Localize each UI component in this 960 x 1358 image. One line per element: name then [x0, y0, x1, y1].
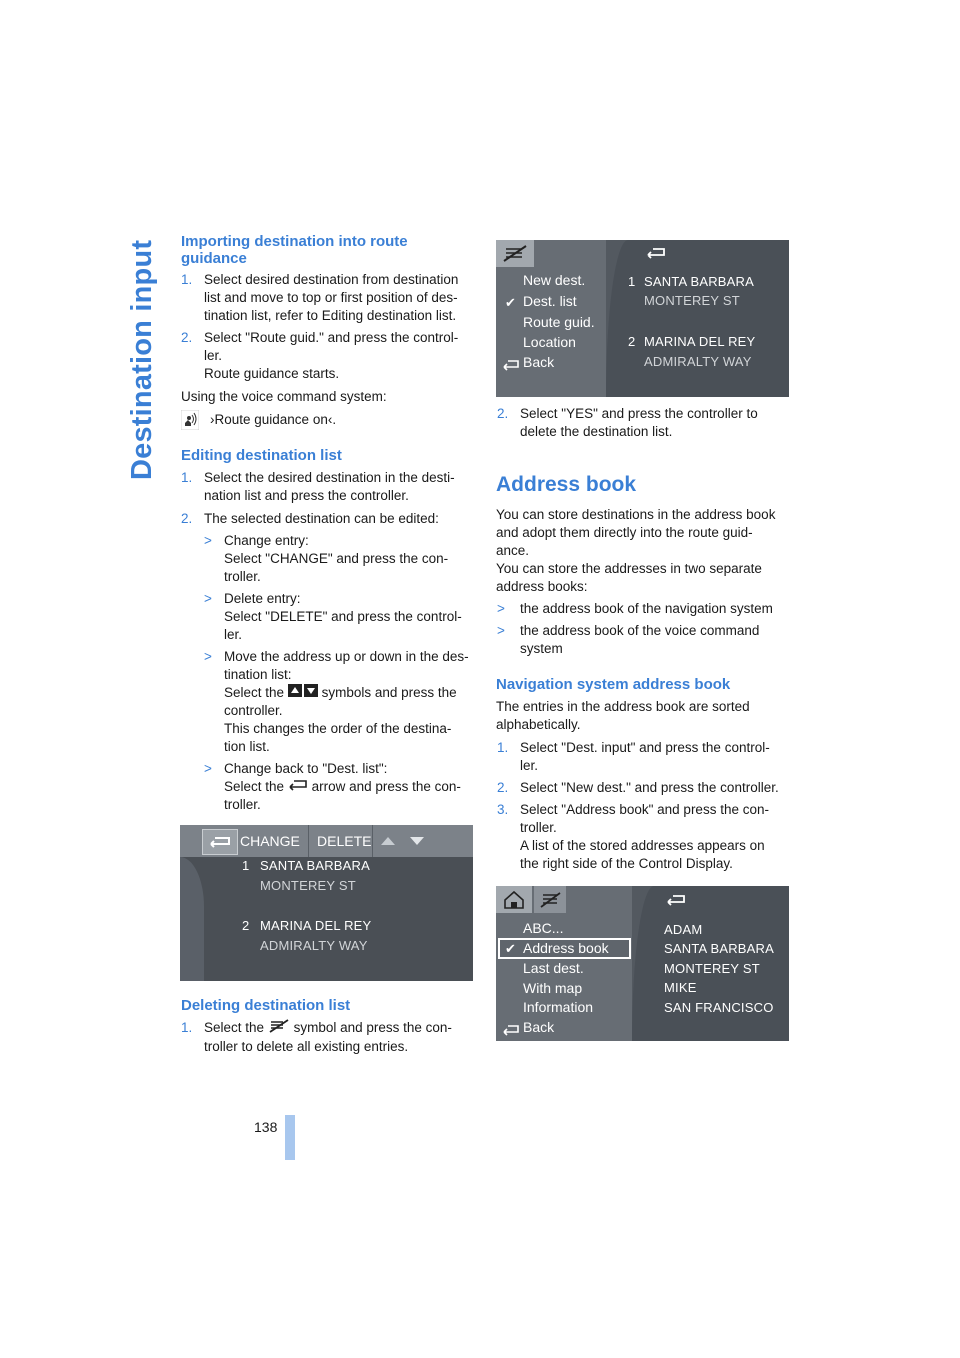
home-tab[interactable]: [496, 886, 532, 913]
bullet-marker: >: [204, 533, 212, 548]
back-arrow-icon[interactable]: [646, 246, 666, 265]
step-number: 2.: [497, 780, 509, 795]
row-1-line-2: MONTEREY ST: [260, 878, 356, 893]
step-number: 2.: [497, 406, 509, 421]
address-book-intro: You can store destinations in the address book and adopt them directly into the route guid- ance. You can store the addresses in two separate address books:: [496, 507, 776, 594]
step-number: 1.: [181, 470, 193, 485]
delete-list-tab[interactable]: [496, 240, 534, 267]
tab-up-icon[interactable]: [376, 832, 400, 855]
back-arrow-icon: [288, 778, 308, 796]
editing-step-2: The selected destination can be edited:: [204, 511, 439, 526]
bullet-marker: >: [204, 591, 212, 606]
delete-list-tab[interactable]: [534, 886, 566, 913]
edit-bullet-change: Change entry: Select "CHANGE" and press the con- troller.: [224, 533, 449, 584]
menu-address-book[interactable]: Address book: [523, 940, 609, 956]
dest-row-1-line-2: MONTEREY ST: [644, 293, 740, 308]
editing-step-1: Select the desired destination in the desti- nation list and press the controller.: [204, 470, 455, 503]
menu-location[interactable]: Location: [523, 334, 576, 350]
address-entry[interactable]: SANTA BARBARA: [664, 941, 775, 956]
voice-intro: Using the voice command system:: [181, 389, 387, 404]
heading-editing: Editing destination list: [181, 447, 342, 464]
screenshot-edit-destination: [180, 825, 473, 981]
address-entry[interactable]: MONTEREY ST: [664, 961, 760, 976]
heading-nav-address-book: Navigation system address book: [496, 676, 731, 693]
tab-delete[interactable]: DELETE: [317, 833, 372, 849]
step-number: 2.: [181, 511, 193, 526]
row-number: 2: [628, 334, 636, 349]
nav-book-step-2: Select "New dest." and press the controller.: [520, 780, 779, 795]
tab-down-icon[interactable]: [405, 832, 429, 855]
menu-abc[interactable]: ABC...: [523, 920, 564, 936]
menu-back[interactable]: Back: [523, 354, 555, 370]
address-entry[interactable]: MIKE: [664, 980, 697, 995]
menu-last-dest[interactable]: Last dest.: [523, 960, 584, 976]
back-tab[interactable]: [202, 829, 238, 855]
delete-list-icon: [268, 1019, 290, 1038]
menu-back[interactable]: Back: [523, 1019, 555, 1035]
screenshot-destination-list: [496, 240, 789, 397]
menu-dest-list[interactable]: Dest. list: [523, 293, 577, 309]
deleting-step-1: Select the symbol and press the con- troller to delete all existing entries.: [204, 1020, 452, 1054]
row-number: 2: [242, 918, 250, 933]
row-2-line-1[interactable]: MARINA DEL REY: [260, 918, 372, 933]
address-entry[interactable]: SAN FRANCISCO: [664, 1000, 774, 1015]
nav-book-step-3: Select "Address book" and press the con- troller. A list of the stored addresses appears on the right side of the Control Display.: [520, 802, 769, 871]
up-down-arrows-icon: [288, 684, 318, 702]
edit-bullet-move: Move the address up or down in the des- tination list: Select the symbols and press the controller. This changes the order of the destina- tion list.: [224, 649, 469, 755]
importing-step-2: Select "Route guid." and press the control- ler. Route guidance starts.: [204, 330, 459, 381]
row-number: 1: [242, 858, 250, 873]
dest-row-2-line-1[interactable]: MARINA DEL REY: [644, 334, 756, 349]
page-number: 138: [254, 1119, 278, 1135]
menu-route-guid[interactable]: Route guid.: [523, 314, 595, 330]
heading-importing: Importing destination into route guidance: [181, 233, 408, 267]
check-icon: ✔: [505, 295, 516, 310]
menu-new-dest[interactable]: New dest.: [523, 272, 586, 288]
check-icon: ✔: [505, 941, 516, 956]
back-arrow-icon: [502, 1023, 520, 1041]
row-number: 1: [628, 274, 636, 289]
voice-command-icon: [181, 410, 199, 430]
dest-row-2-line-2: ADMIRALTY WAY: [644, 354, 752, 369]
step-number: 3.: [497, 802, 509, 817]
dest-row-1-line-1[interactable]: SANTA BARBARA: [644, 274, 755, 289]
back-arrow-icon[interactable]: [666, 893, 686, 912]
step-number: 1.: [181, 1020, 193, 1035]
heading-deleting: Deleting destination list: [181, 997, 351, 1014]
step-number: 1.: [497, 740, 509, 755]
page-number-bar: [285, 1115, 295, 1160]
menu-information[interactable]: Information: [523, 999, 594, 1015]
tab-change[interactable]: CHANGE: [240, 833, 300, 849]
bullet-marker: >: [497, 601, 505, 616]
menu-with-map[interactable]: With map: [523, 980, 583, 996]
address-book-bullet-2: the address book of the voice command system: [520, 623, 760, 656]
heading-address-book: Address book: [496, 473, 637, 496]
deleting-step-2: Select "YES" and press the controller to delete the destination list.: [520, 406, 758, 439]
address-entry[interactable]: ADAM: [664, 922, 703, 937]
importing-step-1: Select desired destination from destination list and move to top or first position of des- tination list, refer to Editing destination list.: [204, 272, 459, 323]
bullet-marker: >: [204, 761, 212, 776]
back-arrow-icon: [502, 358, 520, 376]
section-title: Destination input: [126, 239, 158, 480]
nav-book-intro: The entries in the address book are sorted alphabetically.: [496, 699, 750, 732]
step-number: 1.: [181, 272, 193, 287]
bullet-marker: >: [497, 623, 505, 638]
screenshot-address-book: [496, 886, 789, 1041]
row-1-line-1[interactable]: SANTA BARBARA: [260, 858, 371, 873]
edit-bullet-delete: Delete entry: Select "DELETE" and press the control- ler.: [224, 591, 462, 642]
bullet-marker: >: [204, 649, 212, 664]
edit-bullet-back: Change back to "Dest. list": Select the arrow and press the con- troller.: [224, 761, 461, 813]
address-book-bullet-1: the address book of the navigation system: [520, 601, 773, 616]
nav-book-step-1: Select "Dest. input" and press the control- ler.: [520, 740, 770, 773]
voice-command-text: ›Route guidance on‹.: [210, 412, 337, 427]
step-number: 2.: [181, 330, 193, 345]
row-2-line-2: ADMIRALTY WAY: [260, 938, 368, 953]
